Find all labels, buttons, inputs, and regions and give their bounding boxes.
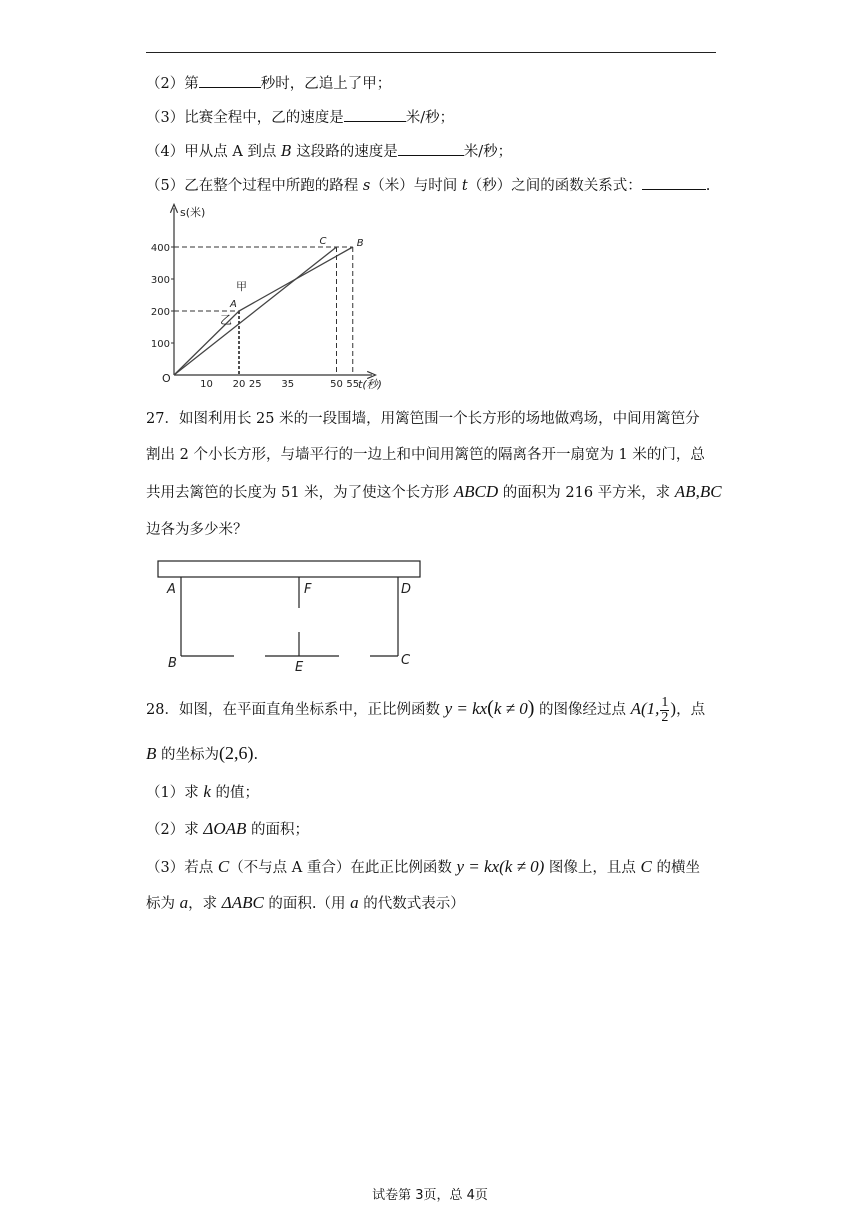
q27-rect-name: ABCD — [453, 482, 499, 501]
q28-sub-3 — [146, 857, 700, 878]
guide-lines — [174, 247, 353, 375]
series-label-yi: 乙 — [220, 313, 233, 327]
label-d: D — [401, 582, 412, 597]
q28-sub-1-end: 的值； — [210, 785, 259, 801]
q28-line-2-end: . — [253, 747, 259, 763]
q27-comma: , — [695, 482, 700, 501]
q28-sub-3-end: 的横坐 — [651, 860, 700, 876]
label-a: A — [167, 582, 176, 597]
y-tick-label: 400 — [150, 243, 170, 254]
q28-point-a: A(1, — [630, 699, 660, 718]
q28-triangle-abc: ΔABC — [221, 893, 264, 912]
page-footer: 试卷第 3页，总 4页 — [372, 1188, 488, 1203]
q26-item-2-text-end: 秒时，乙追上了甲； — [260, 76, 392, 92]
q28-sub-3-function: y = kx — [456, 857, 500, 876]
q26-item-4-text: （4）甲从点 A 到点 — [146, 144, 282, 160]
q28-point-a-close: ) — [670, 699, 677, 718]
q26-item-3 — [146, 107, 454, 128]
q28-point-c-2: C — [640, 857, 652, 876]
q28-sub-3-cont-mid: ，求 — [188, 896, 222, 912]
q28-function: y = kx — [444, 699, 488, 718]
q28-paren-open: ( — [487, 697, 494, 719]
q26-item-2-blank[interactable] — [199, 73, 261, 88]
q28-condition: k ≠ 0 — [493, 699, 528, 718]
q26-item-5-t: t — [461, 178, 468, 194]
q28-sub-3-text: （3）若点 — [146, 860, 218, 876]
q28-sub-3-cont-mid2: 的面积.（用 — [263, 896, 351, 912]
header-rule — [146, 52, 716, 53]
distance-time-graph — [140, 198, 400, 398]
q26-item-4 — [146, 141, 512, 162]
q27-line-3-mid: 的面积为 216 平方米，求 — [498, 485, 675, 501]
x-axis-label: t(秒) — [358, 378, 382, 391]
q28-fraction-num: 1 — [661, 694, 669, 710]
q26-item-4-text-mid: 这段路的速度是 — [291, 144, 398, 160]
q26-item-3-text-end: 米/秒； — [405, 110, 455, 126]
q28-fraction — [660, 696, 669, 725]
label-e: E — [295, 660, 304, 675]
point-label-a: A — [230, 299, 237, 310]
q28-line-1 — [146, 694, 705, 725]
q28-triangle-oab: ΔOAB — [203, 819, 247, 838]
q26-item-5-s: s — [362, 178, 371, 194]
q28-sub-3-cont-end: 的代数式表示） — [358, 896, 465, 912]
q27-line-1: 27．如图利用长 25 米的一段围墙，用篱笆围一个长方形的场地做鸡场，中间用篱笆分 — [146, 411, 700, 427]
q28-line-2-mid: 的坐标为 — [156, 747, 219, 763]
q28-sub-3-cont — [146, 893, 465, 914]
q26-item-2 — [146, 73, 391, 94]
point-label-b: B — [356, 238, 364, 249]
q28-sub-2-text: （2）求 — [146, 822, 204, 838]
y-tick-label: 300 — [150, 275, 170, 286]
q26-item-3-blank[interactable] — [344, 107, 406, 122]
q26-item-5 — [146, 175, 710, 196]
q27-line-3-text: 共用去篱笆的长度为 51 米，为了使这个长方形 — [146, 485, 454, 501]
q28-sub-3-mid2: 图像上，且点 — [544, 860, 641, 876]
q26-item-5-text-mid: （米）与时间 — [370, 178, 462, 194]
q26-item-4-text-end: 米/秒； — [463, 144, 513, 160]
q28-line-1-end: ，点 — [676, 702, 706, 718]
x-tick-label: 55 — [346, 379, 360, 390]
q27-line-3 — [146, 482, 722, 503]
label-b: B — [168, 656, 177, 671]
x-tick-label: 10 — [200, 379, 213, 390]
fence-diagram — [150, 556, 430, 676]
label-f: F — [304, 582, 312, 597]
y-tick-label: 200 — [150, 307, 170, 318]
q26-item-5-blank[interactable] — [642, 175, 706, 190]
x-tick-label: 20 — [232, 379, 246, 390]
q28-sub-1-text: （1）求 — [146, 785, 204, 801]
q27-side-bc: BC — [699, 482, 722, 501]
q26-item-4-point: B — [281, 144, 292, 160]
q28-sub-2-end: 的面积； — [246, 822, 309, 838]
q26-item-4-blank[interactable] — [398, 141, 464, 156]
q28-line-1-text: 28．如图，在平面直角坐标系中，正比例函数 — [146, 702, 445, 718]
y-tick-label: 100 — [150, 339, 170, 350]
x-tick-label: 35 — [281, 379, 295, 390]
q28-var-a-2: a — [350, 893, 359, 912]
q28-sub-3-mid: （不与点 A 重合）在此正比例函数 — [229, 860, 457, 876]
y-ticks — [151, 243, 174, 350]
q28-point-b: B — [146, 744, 157, 763]
q26-item-2-text: （2）第 — [146, 76, 199, 92]
series-label-jia: 甲 — [236, 280, 247, 293]
q26-item-3-text: （3）比赛全程中，乙的速度是 — [146, 110, 344, 126]
q28-sub-3-condition: (k ≠ 0) — [499, 857, 545, 876]
q28-b-coord: (2,6) — [219, 743, 254, 763]
q26-item-5-text: （5）乙在整个过程中所跑的路程 — [146, 178, 363, 194]
q27-line-4: 边各为多少米？ — [146, 522, 248, 538]
q28-line-1-mid: 的图像经过点 — [534, 702, 631, 718]
q26-item-5-text-mid2: （秒）之间的函数关系式： — [467, 178, 642, 194]
q28-sub-1 — [146, 782, 259, 803]
wall — [158, 561, 420, 577]
q27-line-2: 割出 2 个小长方形，与墙平行的一边上和中间用篱笆的隔离各开一扇宽为 1 米的门，总 — [146, 447, 705, 463]
label-c: C — [401, 653, 411, 668]
q28-sub-3-cont-text: 标为 — [146, 896, 180, 912]
q28-line-2 — [146, 743, 258, 765]
origin-label: O — [162, 372, 171, 385]
x-tick-label: 25 — [248, 379, 262, 390]
point-label-c: C — [319, 236, 327, 247]
x-ticks — [200, 379, 359, 390]
q28-point-c: C — [217, 857, 230, 876]
q27-side-ab: AB — [674, 482, 696, 501]
q28-sub-2 — [146, 819, 309, 840]
q28-paren-close: ) — [527, 697, 535, 719]
q28-sub-1-k: k — [203, 782, 211, 801]
q28-var-a: a — [179, 893, 189, 912]
q28-fraction-den: 2 — [661, 709, 669, 725]
x-tick-label: 50 — [330, 379, 343, 390]
y-axis-label: s(米) — [180, 206, 206, 219]
q26-item-5-text-end: . — [705, 178, 711, 194]
